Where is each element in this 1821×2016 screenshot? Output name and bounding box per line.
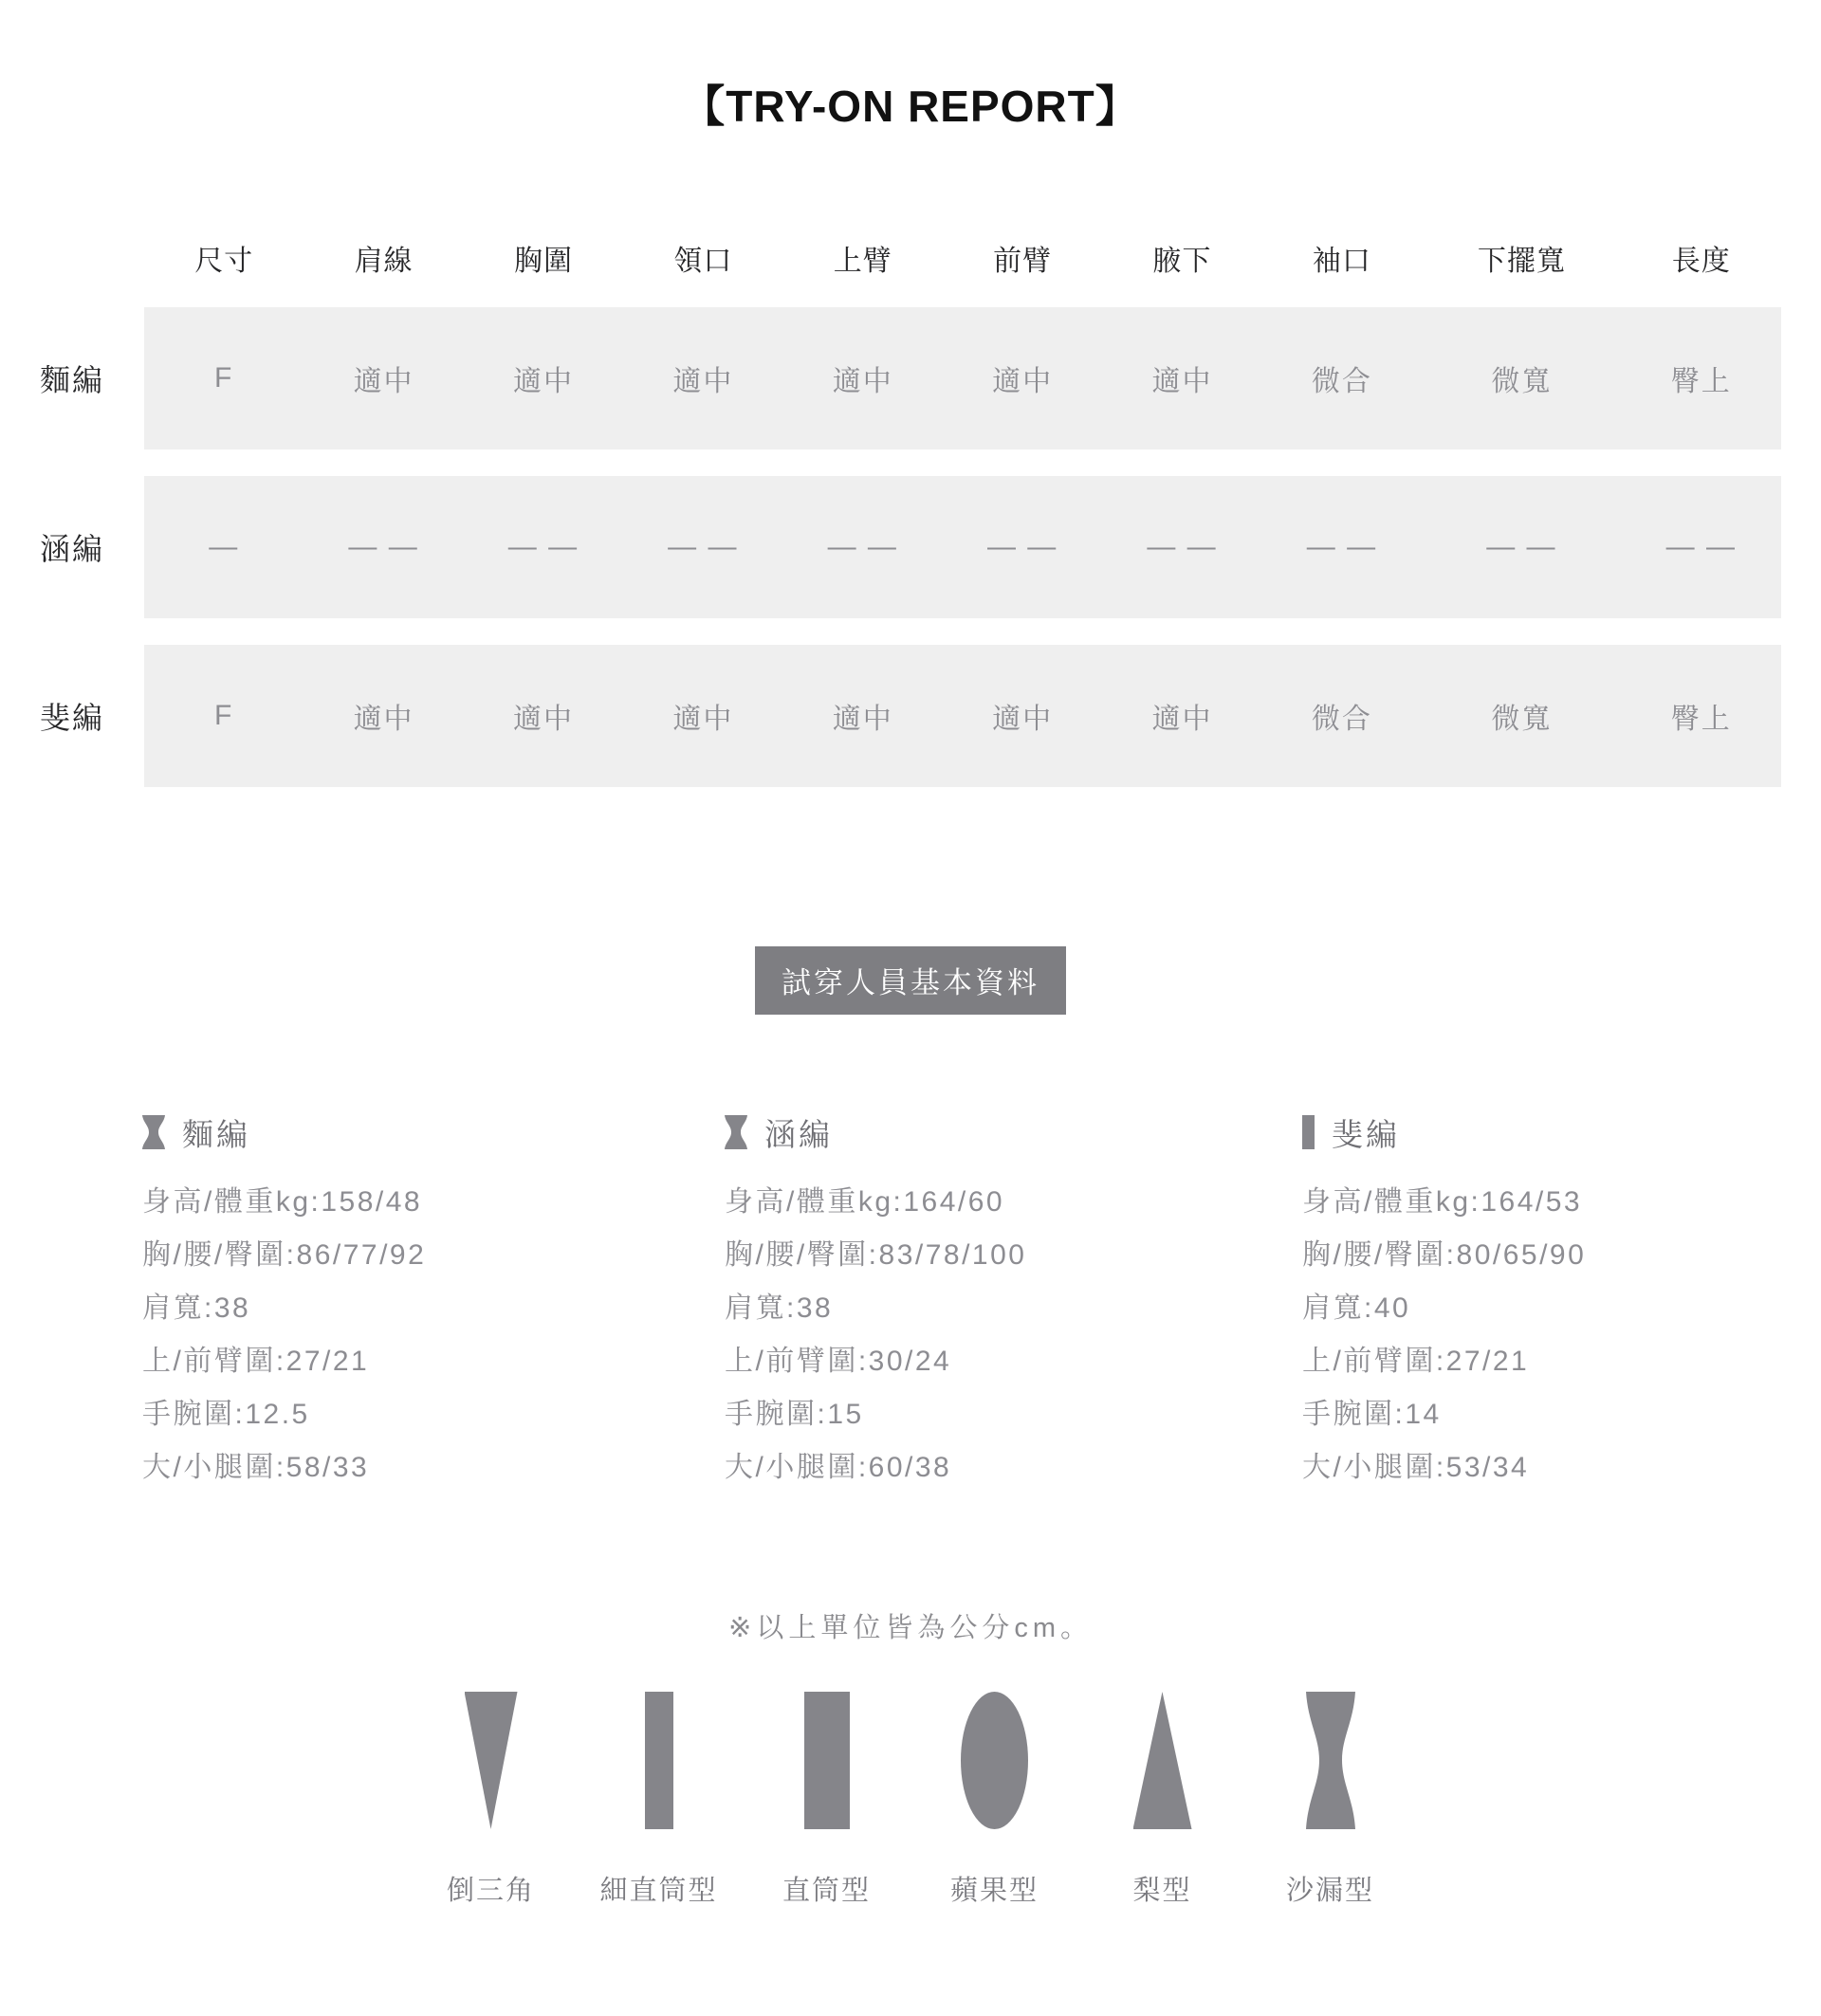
body-shape-item [938,1692,1052,1908]
table-row [0,645,1781,787]
section-badge-wrap [0,946,1821,1005]
table-cell: 臀上 [1622,645,1781,787]
row-label: 斐編 [0,694,144,738]
profile-card [142,1111,725,1494]
table-cell: 適中 [304,645,463,787]
table-cell: — — [1102,476,1261,618]
table-cell: — — [1622,476,1781,618]
table-cell: — [144,476,304,618]
column-header: 下擺寬 [1477,246,1566,277]
table-cell: — — [464,476,623,618]
measurement-line: 上/前臂圍:30/24 [725,1346,952,1377]
body-shape-label: 梨型 [1132,1876,1192,1906]
table-cell: — — [623,476,782,618]
table-header-row [0,235,1781,281]
table-cell: 適中 [304,307,463,449]
measurement-line: 胸/腰/臀圍:83/78/100 [725,1239,1027,1271]
measurement-line: 身高/體重kg:164/60 [725,1186,1005,1218]
hourglass-icon [142,1115,165,1149]
table-cell: 微寬 [1422,307,1622,449]
profile-name: 斐編 [1332,1116,1400,1152]
body-shape-label: 沙漏型 [1285,1876,1374,1906]
body-shape-label: 蘋果型 [949,1876,1039,1906]
inverted-triangle-icon [465,1692,518,1829]
body-shape-item [770,1692,884,1908]
table-cell: — — [304,476,463,618]
section-badge: 試穿人員基本資料 [755,946,1066,1015]
table-cell: 適中 [623,307,782,449]
column-header: 袖口 [1312,246,1371,277]
body-shape-label: 直筒型 [782,1876,871,1906]
measurement-line: 肩寬:38 [142,1292,251,1324]
row-label: 麵編 [0,357,144,400]
body-shape-label: 倒三角 [446,1876,535,1906]
table-row [0,476,1781,618]
column-header: 領口 [673,246,733,277]
table-cell: 適中 [783,307,943,449]
column-header: 長度 [1671,246,1731,277]
table-cell: 適中 [623,645,782,787]
table-cell: — — [1422,476,1622,618]
table-cell: F [144,645,304,787]
table-cell: 適中 [943,307,1102,449]
hourglass-icon [725,1115,747,1149]
table-cell: 適中 [464,307,623,449]
table-cell: 適中 [464,645,623,787]
try-on-table [0,235,1821,787]
body-shape-item [434,1692,548,1908]
measurement-line: 上/前臂圍:27/21 [1302,1346,1530,1377]
profile-name: 麵編 [182,1116,250,1152]
body-shape-item [1106,1692,1220,1908]
table-cell: 臀上 [1622,307,1781,449]
table-cell: 適中 [1102,307,1261,449]
measurement-line: 手腕圍:12.5 [142,1399,310,1430]
measurement-line: 上/前臂圍:27/21 [142,1346,370,1377]
table-cell: — — [783,476,943,618]
profile-card [725,1111,1302,1494]
column-header: 肩線 [354,246,414,277]
body-shape-label: 細直筒型 [599,1876,718,1906]
measurement-line: 胸/腰/臀圍:80/65/90 [1302,1239,1587,1271]
profile-measurements [142,1176,725,1494]
page-title: 【TRY-ON REPORT】 [681,82,1140,131]
measurement-line: 身高/體重kg:158/48 [142,1186,423,1218]
table-cell: F [144,307,304,449]
measurement-line: 手腕圍:14 [1302,1399,1442,1430]
rectangle-icon [804,1692,850,1829]
column-header: 前臂 [993,246,1053,277]
measurement-line: 胸/腰/臀圍:86/77/92 [142,1239,427,1271]
pear-triangle-icon [1133,1692,1192,1829]
unit-note: ※以上單位皆為公分cm。 [728,1613,1093,1643]
column-header: 胸圍 [513,246,573,277]
table-row [0,307,1781,449]
measurement-line: 大/小腿圍:58/33 [142,1452,370,1483]
profile-name-row [1302,1111,1821,1153]
measurement-line: 大/小腿圍:53/34 [1302,1452,1530,1483]
column-header: 尺寸 [194,246,254,277]
oval-icon [961,1692,1028,1829]
measurement-line: 手腕圍:15 [725,1399,864,1430]
column-header: 上臂 [833,246,892,277]
profile-card [1302,1111,1821,1494]
model-profiles [0,1111,1821,1494]
column-header: 腋下 [1152,246,1212,277]
body-shape-item [1274,1692,1388,1908]
table-cell: 適中 [783,645,943,787]
measurement-line: 肩寬:40 [1302,1292,1411,1324]
table-cell: 微合 [1262,307,1422,449]
table-cell: 微寬 [1422,645,1622,787]
table-cell: 微合 [1262,645,1422,787]
hourglass-icon [1306,1692,1355,1829]
measurement-line: 大/小腿圍:60/38 [725,1452,952,1483]
table-cell: — — [943,476,1102,618]
profile-name: 涵編 [764,1116,833,1152]
measurement-line: 身高/體重kg:164/53 [1302,1186,1583,1218]
row-label: 涵編 [0,525,144,569]
body-shape-legend [0,1692,1821,1908]
profile-measurements [1302,1176,1821,1494]
table-cell: 適中 [943,645,1102,787]
body-shape-item [599,1692,718,1908]
profile-measurements [725,1176,1302,1494]
profile-name-row [142,1111,725,1153]
profile-name-row [725,1111,1302,1153]
bar-icon [1302,1115,1315,1149]
thin-rectangle-icon [645,1692,673,1829]
table-cell: 適中 [1102,645,1261,787]
measurement-line: 肩寬:38 [725,1292,834,1324]
table-cell: — — [1262,476,1422,618]
